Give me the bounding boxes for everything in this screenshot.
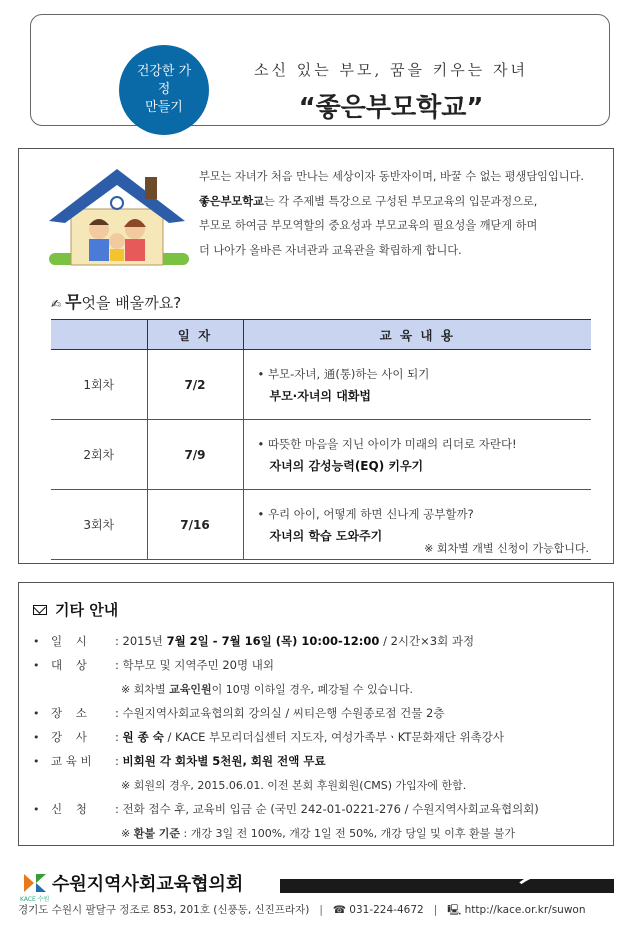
swoosh-decoration bbox=[512, 879, 586, 893]
schedule-table bbox=[51, 319, 591, 560]
registration-note: ※ 회차별 개별 신청이 가능합니다. bbox=[424, 542, 589, 555]
family-house-illustration bbox=[49, 163, 189, 271]
table-row bbox=[51, 420, 591, 490]
intro-line-4: 더 나아가 올바른 자녀관과 교육관을 확립하게 합니다. bbox=[199, 243, 462, 257]
date-cell: 7/9 bbox=[147, 420, 243, 490]
info-label: 신 청 bbox=[51, 802, 92, 816]
intro-line-2-rest: 는 각 주제별 특강으로 구성된 부모교육의 입문과정으로, bbox=[263, 194, 538, 208]
session-topic: 자녀의 감성능력(EQ) 키우기 bbox=[269, 458, 424, 473]
value-bold: 7월 2일 - 7월 16일 (목) 10:00-12:00 bbox=[166, 634, 380, 648]
info-value bbox=[115, 633, 474, 649]
subnote-text: ※ bbox=[121, 827, 134, 840]
session-topic: 자녀의 학습 도와주기 bbox=[269, 528, 383, 543]
info-value: : 수원지역사회교육협의회 강의실 / 씨티은행 수원종로점 건물 2층 bbox=[115, 706, 445, 720]
footer bbox=[18, 866, 618, 920]
info-list bbox=[33, 633, 603, 849]
date-cell: 7/2 bbox=[147, 350, 243, 420]
subnote-text: : 개강 3일 전 100%, 개강 1일 전 50%, 개강 당일 및 이후 환불 불가 bbox=[180, 827, 515, 840]
subnote-bold: 환불 기준 bbox=[133, 827, 181, 840]
header-content: 교 육 내 용 bbox=[243, 320, 591, 350]
phone-number: 031-224-4672 bbox=[349, 904, 424, 916]
subnote-text: ※ 회차별 bbox=[121, 683, 170, 696]
web-icon: 🖳 bbox=[447, 904, 465, 916]
bullet: • bbox=[33, 755, 40, 768]
intro-line-3: 부모로 하여금 부모역할의 중요성과 부모교육의 필요성을 깨닫게 하며 bbox=[199, 219, 538, 232]
info-label: 교 육 비 bbox=[51, 754, 92, 768]
address: 경기도 수원시 팔달구 정조로 853, 201호 (신풍동, 신진프라자) bbox=[18, 904, 310, 916]
badge-line-1: 건강한 가정 bbox=[136, 64, 192, 97]
page-subtitle: 소신 있는 부모, 꿈을 키우는 자녀 bbox=[254, 61, 528, 79]
session-description: • 따뜻한 마음을 지닌 아이가 미래의 리더로 자란다! bbox=[257, 436, 517, 451]
session-description: • 부모-자녀, 通(통)하는 사이 되기 bbox=[257, 366, 430, 381]
subnote-text: 이 10명 이하일 경우, 폐강될 수 있습니다. bbox=[211, 683, 413, 696]
page-title: “좋은부모학교” bbox=[298, 93, 484, 123]
info-item-lecturer bbox=[33, 729, 603, 753]
info-value bbox=[115, 753, 326, 769]
healthy-family-badge bbox=[119, 45, 209, 135]
content-cell bbox=[243, 350, 591, 420]
bullet: • bbox=[33, 707, 40, 720]
value-bold: 원 종 숙 bbox=[122, 730, 164, 744]
contact-line bbox=[18, 902, 618, 920]
bullet: • bbox=[33, 635, 40, 648]
date-cell: 7/16 bbox=[147, 490, 243, 560]
organization-name: 수원지역사회교육협의회 bbox=[52, 874, 244, 895]
info-subnote bbox=[33, 681, 603, 705]
program-name-bold: 좋은부모학교 bbox=[199, 194, 264, 208]
bullet: • bbox=[33, 803, 40, 816]
value-text: / KACE 부모리더십센터 지도자, 여성가족부ㆍKT문화재단 위촉강사 bbox=[163, 730, 504, 744]
website-link[interactable]: http://kace.or.kr/suwon bbox=[464, 904, 586, 916]
session-cell: 1회차 bbox=[51, 350, 147, 420]
heading-first-char: 무 bbox=[65, 293, 82, 313]
table-header-row bbox=[51, 320, 591, 350]
info-value bbox=[115, 729, 504, 745]
value-text: / 2시간×3회 과정 bbox=[379, 634, 475, 648]
pen-icon: ✍ bbox=[51, 297, 62, 311]
logo-text: KACE 수원 bbox=[20, 896, 50, 903]
subnote-bold: 교육인원 bbox=[169, 683, 212, 696]
other-info-section bbox=[18, 582, 614, 846]
bullet: • bbox=[33, 659, 40, 672]
value-text: : 2015년 bbox=[115, 634, 167, 648]
value-text: : bbox=[115, 730, 123, 744]
other-info-title: 기타 안내 bbox=[55, 601, 119, 619]
envelope-icon bbox=[33, 605, 47, 615]
info-item-fee bbox=[33, 753, 603, 777]
badge-line-2: 만들기 bbox=[145, 100, 183, 115]
kace-logo-icon bbox=[22, 872, 50, 894]
info-subnote: ※ 회원의 경우, 2015.06.01. 이전 본회 후원회원(CMS) 가입자에 한함. bbox=[121, 779, 467, 792]
info-item-datetime bbox=[33, 633, 603, 657]
value-bold: 비회원 각 회차별 5천원, 회원 전액 무료 bbox=[122, 754, 326, 768]
info-label: 일 시 bbox=[51, 634, 92, 648]
divider: | bbox=[433, 904, 438, 916]
info-value: : 학부모 및 지역주민 20명 내외 bbox=[115, 658, 274, 672]
program-section bbox=[18, 148, 614, 564]
info-label: 대 상 bbox=[51, 658, 92, 672]
content-cell bbox=[243, 420, 591, 490]
intro-line-1: 부모는 자녀가 처음 만나는 세상이자 동반자이며, 바꿀 수 없는 평생담임입니다. bbox=[199, 170, 584, 183]
session-cell: 2회차 bbox=[51, 420, 147, 490]
other-info-heading bbox=[33, 599, 118, 620]
info-value: : 전화 접수 후, 교육비 입금 순 (국민 242-01-0221-276 / 수원지역사회교육협의회) bbox=[115, 802, 539, 816]
header-session bbox=[51, 320, 147, 350]
title-banner bbox=[30, 14, 610, 126]
heading-rest: 엇을 배울까요? bbox=[81, 294, 182, 312]
info-label: 장 소 bbox=[51, 706, 92, 720]
value-text: : bbox=[115, 754, 123, 768]
info-item-target bbox=[33, 657, 603, 681]
session-description: • 우리 아이, 어떻게 하면 신나게 공부할까? bbox=[257, 506, 474, 521]
phone-icon: ☎ bbox=[332, 904, 350, 916]
session-cell: 3회차 bbox=[51, 490, 147, 560]
decorative-bar bbox=[280, 879, 614, 893]
info-subnote bbox=[33, 825, 603, 849]
intro-paragraph bbox=[199, 165, 619, 263]
header-date: 일 자 bbox=[147, 320, 243, 350]
intro-line-2 bbox=[199, 190, 619, 215]
bullet: • bbox=[33, 731, 40, 744]
table-row bbox=[51, 350, 591, 420]
what-to-learn-heading bbox=[51, 288, 181, 313]
info-item-apply bbox=[33, 801, 603, 825]
divider: | bbox=[319, 904, 323, 916]
info-item-place bbox=[33, 705, 603, 729]
session-topic: 부모·자녀의 대화법 bbox=[269, 388, 371, 403]
info-label: 강 사 bbox=[51, 730, 92, 744]
